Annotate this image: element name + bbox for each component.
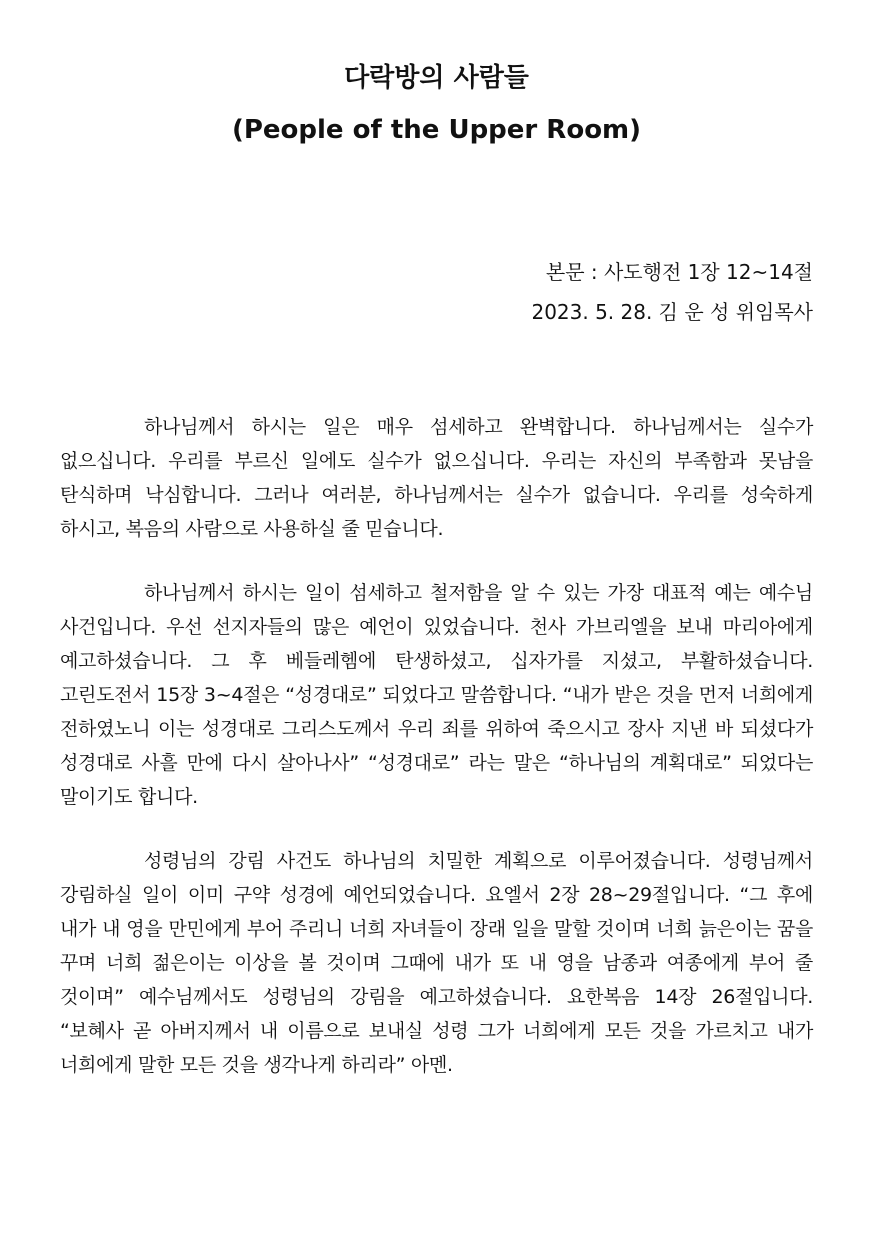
paragraph-3: 성령님의 강림 사건도 하나님의 치밀한 계획으로 이루어졌습니다. 성령님께서 강림하실 일이 이미 구약 성경에 예언되었습니다. 요엘서 2장 28~29절입니다. “그 후에 내가 내 영을 만민에게 부어 주리니 너희 자녀들이 장래 일을 말할 것이며 너희 늙은이는 꿈을 꾸며 너희 젊은이는 이상을 볼 것이며 그때에 내가 또 내 영을 남종과 여종에게 부어 줄 것이며” 예수님께서도 성령님의 강림을 예고하셨습니다. 요한복음 14장 26절입니다. “보혜사 곧 아버지께서 내 이름으로 보내실 성령 그가 너희에게 모든 것을 가르치고 내가 너희에게 말한 모든 것을 생각나게 하리라” 아멘. <box>60 850 813 1076</box>
title-block <box>0 52 873 156</box>
date-author: 2023. 5. 28. 김 운 성 위임목사 <box>531 300 813 324</box>
paragraph-2: 하나님께서 하시는 일이 섬세하고 철저함을 알 수 있는 가장 대표적 예는 예수님 사건입니다. 우선 선지자들의 많은 예언이 있었습니다. 천사 가브리엘을 보내 마리아에게 예고하셨습니다. 그 후 베들레헴에 탄생하셨고, 십자가를 지셨고, 부활하셨습니다. 고린도전서 15장 3~4절은 “성경대로” 되었다고 말씀합니다. “내가 받은 것을 먼저 너희에게 전하였노니 이는 성경대로 그리스도께서 우리 죄를 위하여 죽으시고 장사 지낸 바 되셨다가 성경대로 사흘 만에 다시 살아나사” “성경대로” 라는 말은 “하나님의 계획대로” 되었다는 말이기도 합니다. <box>60 582 813 808</box>
body-text <box>60 410 813 1112</box>
paragraph-1: 하나님께서 하시는 일은 매우 섬세하고 완벽합니다. 하나님께서는 실수가 없으십니다. 우리를 부르신 일에도 실수가 없으십니다. 우리는 자신의 부족함과 못남을 탄식하며 낙심합니다. 그러나 여러분, 하나님께서는 실수가 없습니다. 우리를 성숙하게 하시고, 복음의 사람으로 사용하실 줄 믿습니다. <box>60 416 813 540</box>
sermon-meta <box>531 252 813 332</box>
title-english: (People of the Upper Room) <box>231 115 642 145</box>
scripture-reference: 본문 : 사도행전 1장 12~14절 <box>545 260 813 284</box>
title-korean: 다락방의 사람들 <box>344 63 529 93</box>
